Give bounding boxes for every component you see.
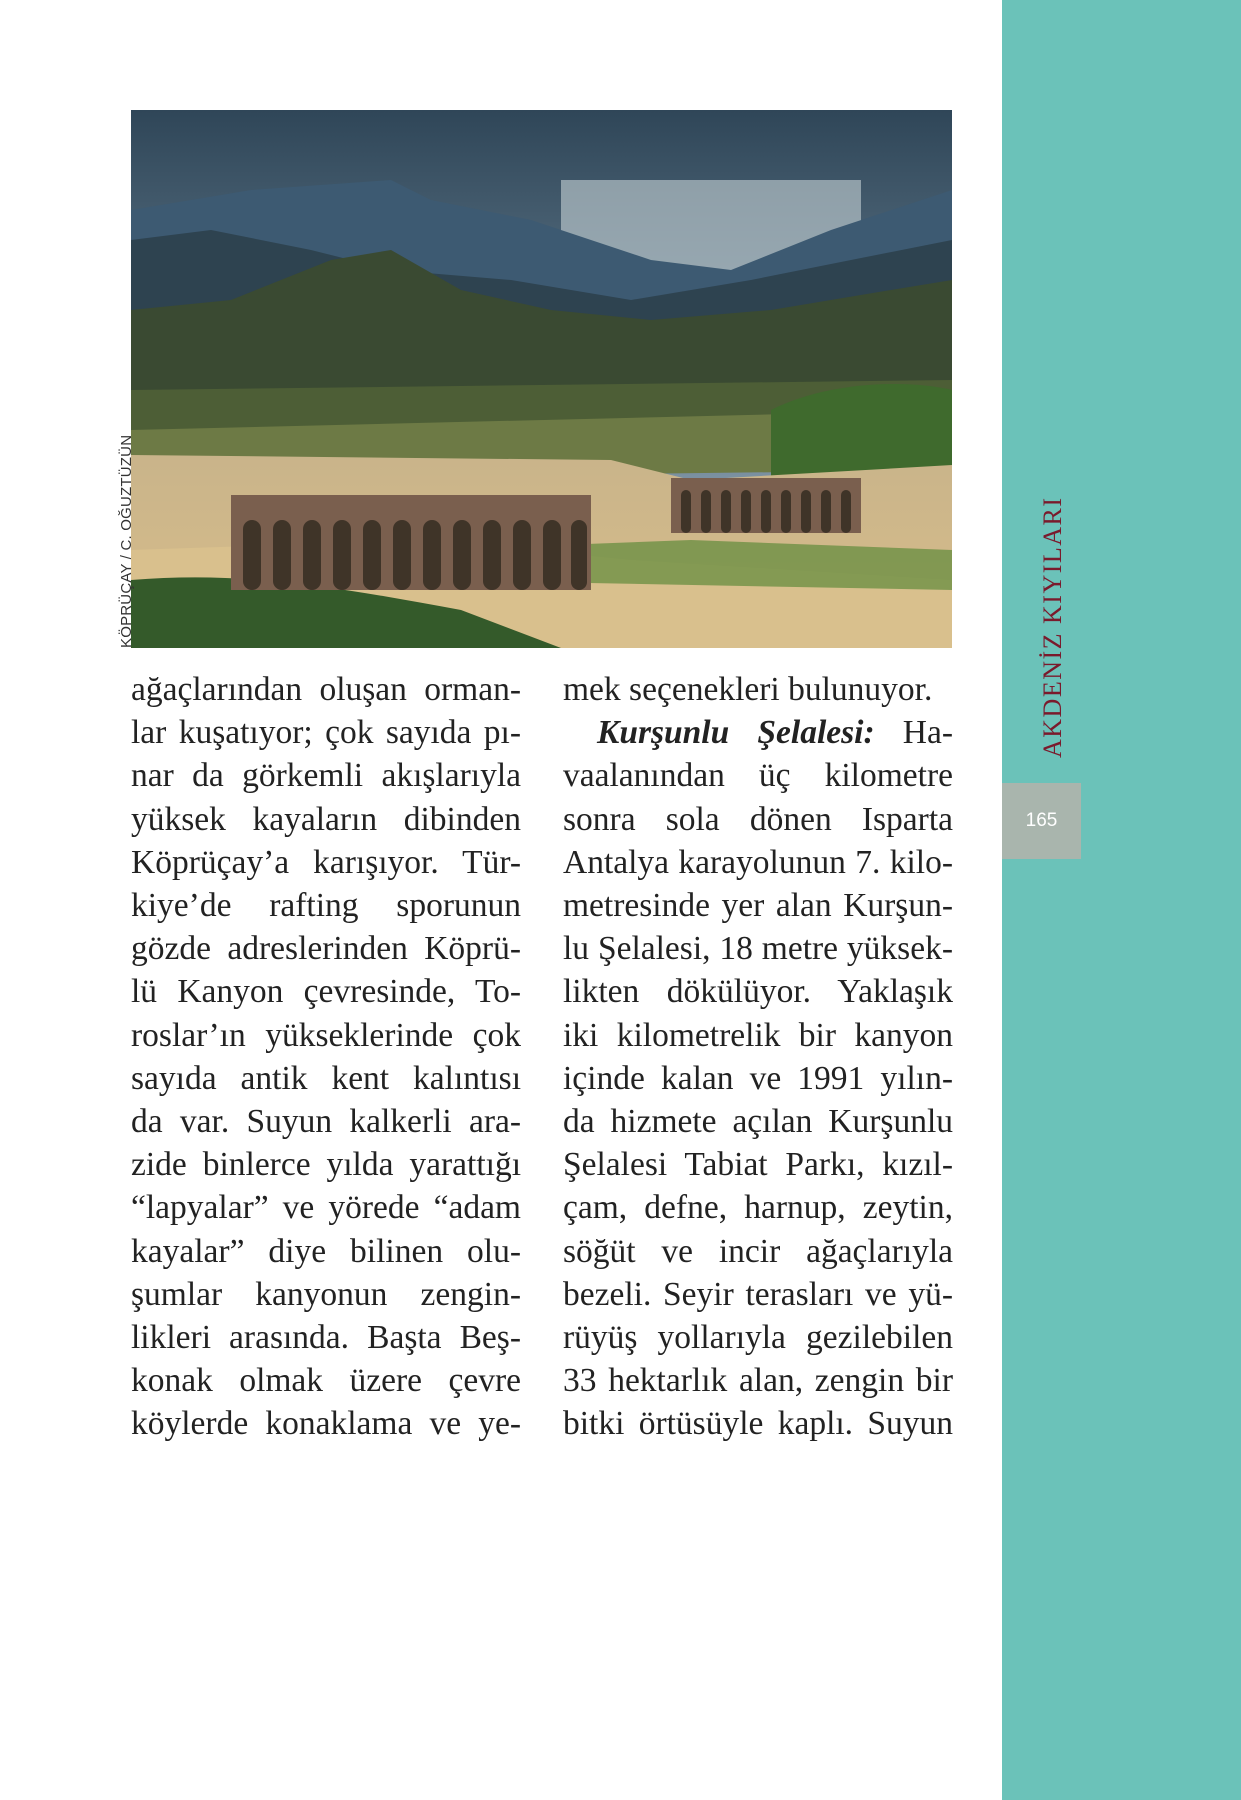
aqueduct-landscape-photo bbox=[131, 110, 952, 648]
text-line: Antalya karayolunun 7. kilo- bbox=[563, 843, 953, 881]
text-line: vaalanından üç kilometre bbox=[563, 757, 953, 795]
text-line: iki kilometrelik bir kanyon bbox=[563, 1016, 953, 1054]
text-line: da hizmete açılan Kurşunlu bbox=[563, 1103, 953, 1141]
text-line: çam, defne, harnup, zeytin, bbox=[563, 1189, 953, 1227]
text-line: Şelalesi Tabiat Parkı, kızıl- bbox=[563, 1146, 953, 1184]
text-column-right bbox=[563, 668, 953, 1446]
text-line: şumlar kanyonun zengin- bbox=[131, 1275, 521, 1313]
photo-credit: KÖPRÜÇAY / C. OĞUZTÜZÜN bbox=[118, 434, 135, 648]
text-line: kayalar” diye bilinen olu- bbox=[131, 1232, 521, 1270]
text-line: bezeli. Seyir terasları ve yü- bbox=[563, 1275, 953, 1313]
page-number: 165 bbox=[1025, 810, 1058, 831]
text-line: kiye’de rafting sporunun bbox=[131, 887, 521, 925]
text-line: “lapyalar” ve yörede “adam bbox=[131, 1189, 521, 1227]
text-line: 33 hektarlık alan, zengin bir bbox=[563, 1362, 953, 1400]
text-line: sonra sola dönen Isparta bbox=[563, 800, 953, 838]
text-line: mek seçenekleri bulunuyor. bbox=[563, 671, 933, 708]
text-line: söğüt ve incir ağaçlarıyla bbox=[563, 1232, 953, 1270]
text-fragment: Ha- bbox=[902, 714, 954, 752]
text-line: da var. Suyun kalkerli ara- bbox=[131, 1103, 521, 1141]
text-line: zide binlerce yılda yarattığı bbox=[131, 1146, 521, 1184]
text-line: rüyüş yollarıyla gezilebilen bbox=[563, 1319, 953, 1357]
chapter-sidebar bbox=[1002, 0, 1241, 1800]
text-line: gözde adreslerinden Köprü- bbox=[131, 930, 521, 968]
text-line: nar da görkemli akışlarıyla bbox=[131, 757, 521, 795]
text-line: bitki örtüsüyle kaplı. Suyun bbox=[563, 1405, 953, 1443]
text-line: konak olmak üzere çevre bbox=[131, 1362, 521, 1400]
text-line: lu Şelalesi, 18 metre yüksek- bbox=[563, 930, 953, 968]
text-line bbox=[563, 711, 953, 754]
text-line: likleri arasında. Başta Beş- bbox=[131, 1319, 521, 1357]
text-line: lü Kanyon çevresinde, To- bbox=[131, 973, 521, 1011]
text-line: metresinde yer alan Kurşun- bbox=[563, 887, 953, 925]
text-line: köylerde konaklama ve ye- bbox=[131, 1405, 521, 1443]
section-heading: Kurşunlu Şelalesi: bbox=[597, 714, 875, 752]
text-line: Köprüçay’a karışıyor. Tür- bbox=[131, 843, 521, 881]
page-number-box bbox=[1002, 783, 1081, 859]
text-column-left bbox=[131, 668, 521, 1446]
text-line: sayıda antik kent kalıntısı bbox=[131, 1059, 521, 1097]
text-line: likten dökülüyor. Yaklaşık bbox=[563, 973, 953, 1011]
text-line: içinde kalan ve 1991 yılın- bbox=[563, 1059, 953, 1097]
text-line: roslar’ın yükseklerinde çok bbox=[131, 1016, 521, 1054]
text-line: lar kuşatıyor; çok sayıda pı- bbox=[131, 714, 521, 752]
text-line: yüksek kayaların dibinden bbox=[131, 800, 521, 838]
section-title: AKDENİZ KIYILARI bbox=[1038, 496, 1067, 758]
text-line: ağaçlarından oluşan orman- bbox=[131, 671, 521, 708]
